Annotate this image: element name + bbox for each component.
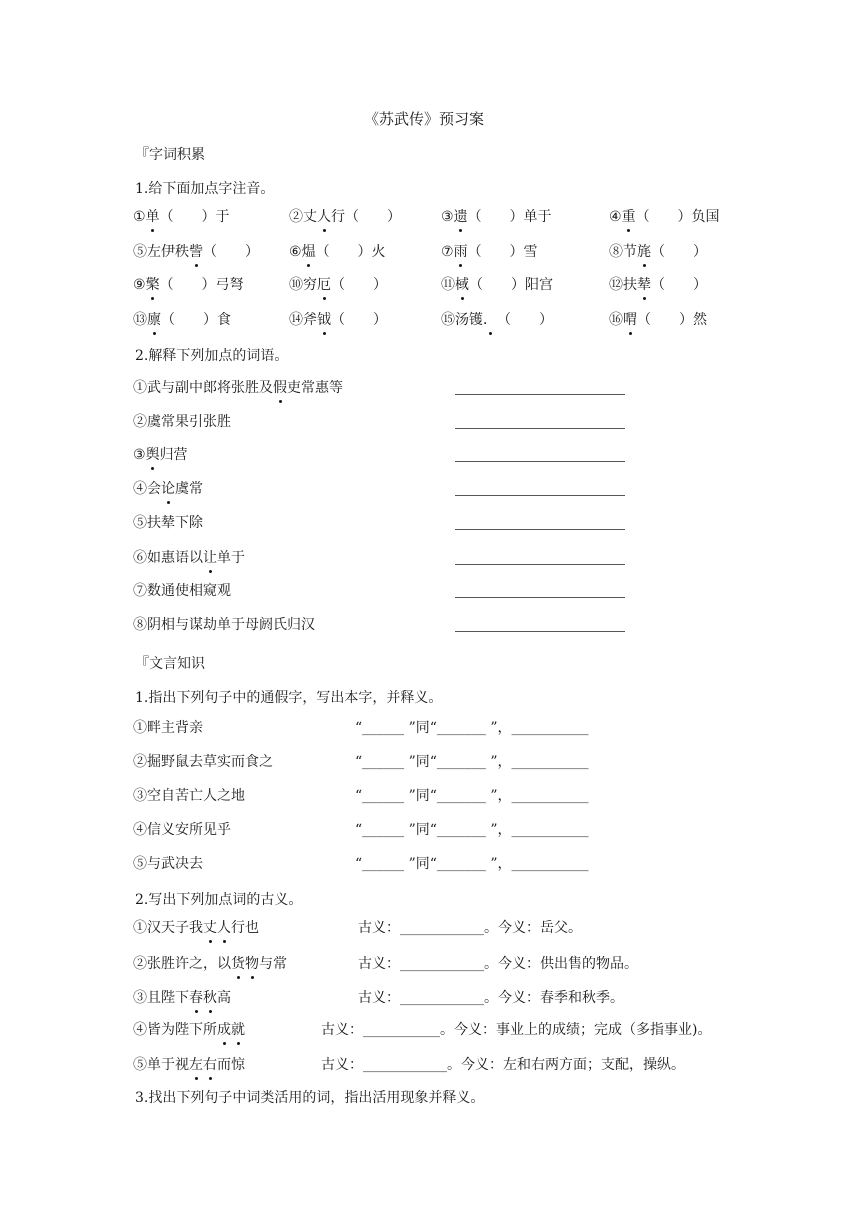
answer-line — [455, 564, 625, 565]
gujin-keyword — [189, 990, 217, 1006]
section-heading-vocab: 『字词积累 — [135, 147, 205, 163]
dotted-char: 单 — [145, 209, 160, 225]
pinyin-blank: （ ） — [497, 312, 553, 328]
dotted-char: 秋 — [203, 990, 217, 1006]
pinyin-prefix: ⑪ — [441, 277, 455, 293]
pinyin-blank: （ ） — [331, 312, 387, 328]
pinyin-prefix: ③ — [441, 209, 454, 225]
gujin-new: 今义：事业上的成绩；完成（多指事业)。 — [454, 1022, 712, 1038]
answer-line — [455, 631, 625, 632]
answer-line — [455, 428, 625, 429]
pinyin-item — [441, 276, 553, 294]
pinyin-blank: （ ）火 — [315, 244, 386, 260]
explain-text: ②虞常果引张胜 — [133, 414, 231, 430]
explain-text: 吏常惠等 — [287, 380, 343, 396]
question-tongjia: 1.指出下列句子中的通假字，写出本字，并释义。 — [135, 690, 443, 706]
pinyin-blank: （ ）单于 — [467, 209, 552, 225]
gujin-text: ③且陛下 — [133, 990, 189, 1006]
dotted-char: 钺 — [317, 312, 331, 328]
gujin-old: 古义：____________。 — [358, 990, 498, 1006]
dotted-char: 就 — [231, 1022, 245, 1038]
section-heading-classical: 『文言知识 — [135, 656, 205, 672]
gujin-keyword — [231, 956, 259, 972]
pinyin-prefix: ⑬ — [133, 312, 147, 328]
pinyin-item — [289, 276, 387, 294]
pinyin-prefix: ① — [133, 209, 146, 225]
explain-text: 单于 — [217, 550, 245, 566]
answer-line — [455, 495, 625, 496]
pinyin-item — [441, 243, 538, 261]
gujin-answer — [321, 1021, 711, 1039]
gujin-text: 高 — [217, 990, 231, 1006]
dotted-char: 重 — [621, 209, 636, 225]
explain-item — [133, 616, 315, 634]
tongjia-sentence: ②掘野鼠去草实而食之 — [133, 754, 273, 770]
dotted-char: 棫 — [455, 277, 469, 293]
gujin-new: 今义：左和右两方面；支配，操纵。 — [461, 1057, 685, 1073]
gujin-keyword — [203, 920, 231, 936]
tongjia-sentence: ⑤与武决去 — [133, 856, 203, 872]
dotted-char: 货 — [231, 956, 245, 972]
pinyin-item — [609, 276, 707, 294]
pinyin-item — [289, 243, 386, 261]
gujin-sentence — [133, 1021, 245, 1039]
explain-text: ④会 — [133, 481, 161, 497]
question-gujin: 2.写出下列加点词的古义。 — [135, 892, 303, 908]
gujin-old: 古义：____________。 — [358, 920, 498, 936]
dotted-char: 成 — [217, 1022, 231, 1038]
question-pinyin: 1.给下面加点字注音。 — [135, 181, 275, 197]
gujin-old: 古义：____________。 — [358, 956, 498, 972]
answer-line — [455, 461, 625, 462]
explain-item — [133, 413, 231, 431]
explain-text: ⑦数通使相窥观 — [133, 583, 231, 599]
explain-text: ⑥如惠语以 — [133, 550, 203, 566]
explain-item — [133, 446, 188, 464]
tongjia-blanks: “______ ”同“_______ ”，___________ — [355, 788, 589, 804]
explain-text: 归营 — [159, 447, 188, 463]
pinyin-item — [133, 208, 230, 226]
pinyin-item — [609, 208, 720, 226]
pinyin-blank: （ ） — [651, 277, 707, 293]
gujin-text: ④皆为陛下所 — [133, 1022, 217, 1038]
dotted-char: 廪 — [147, 312, 161, 328]
gujin-text: ①汉天子我 — [133, 920, 203, 936]
dotted-char: 煴 — [301, 244, 316, 260]
gujin-keyword — [217, 1022, 245, 1038]
pinyin-item — [441, 208, 552, 226]
answer-line — [455, 529, 625, 530]
tongjia-sentence: ③空自苦亡人之地 — [133, 788, 245, 804]
explain-item — [133, 480, 203, 498]
pinyin-prefix: ⑦ — [441, 244, 454, 260]
dotted-char: 舆 — [145, 447, 160, 463]
tongjia-blanks: “______ ”同“_______ ”，___________ — [355, 754, 589, 770]
gujin-old: 古义：____________。 — [321, 1057, 461, 1073]
gujin-new: 今义：供出售的物品。 — [498, 956, 638, 972]
tongjia-blanks: “______ ”同“_______ ”，___________ — [355, 720, 589, 736]
answer-line — [455, 597, 625, 598]
explain-text: ⑤扶辇下除 — [133, 515, 203, 531]
dotted-char: 论 — [161, 481, 175, 497]
pinyin-prefix: ⑧节 — [609, 244, 637, 260]
pinyin-item — [289, 208, 401, 226]
pinyin-blank: （ ）食 — [161, 312, 231, 328]
pinyin-item — [133, 276, 244, 294]
pinyin-item — [441, 311, 553, 329]
pinyin-prefix: ⑨ — [133, 277, 146, 293]
gujin-text: 而惊 — [217, 1057, 245, 1073]
dotted-char: 物 — [245, 956, 259, 972]
gujin-text: 与常 — [259, 956, 287, 972]
gujin-sentence — [133, 919, 259, 937]
gujin-text: 行也 — [231, 920, 259, 936]
dotted-char: 左 — [189, 1057, 203, 1073]
pinyin-item — [609, 243, 707, 261]
pinyin-item — [133, 243, 259, 261]
gujin-keyword — [189, 1057, 217, 1073]
pinyin-blank: （ ） — [651, 244, 707, 260]
dotted-char: 訾 — [189, 244, 203, 260]
pinyin-prefix: ⑭斧 — [289, 312, 317, 328]
pinyin-prefix: ⑫扶 — [609, 277, 637, 293]
dotted-char: 雨 — [453, 244, 468, 260]
gujin-answer — [321, 1056, 685, 1074]
pinyin-blank: （ ）然 — [637, 312, 707, 328]
gujin-text: ⑤单于视 — [133, 1057, 189, 1073]
dotted-char: 喟 — [623, 312, 637, 328]
pinyin-blank: （ ） — [203, 244, 259, 260]
gujin-sentence — [133, 955, 287, 973]
explain-item — [133, 379, 343, 397]
pinyin-blank: （ ）负国 — [635, 209, 720, 225]
answer-line — [455, 394, 625, 395]
pinyin-blank: 行（ ） — [331, 209, 401, 225]
pinyin-blank: （ ）弓弩 — [159, 277, 244, 293]
dotted-char: 人 — [317, 209, 331, 225]
pinyin-blank: （ ） — [331, 277, 387, 293]
gujin-answer — [358, 989, 624, 1007]
dotted-char: 人 — [217, 920, 231, 936]
gujin-answer — [358, 955, 638, 973]
dotted-char: 右 — [203, 1057, 217, 1073]
question-explain: 2.解释下列加点的词语。 — [135, 348, 289, 364]
explain-item — [133, 514, 203, 532]
dotted-char: 遗 — [453, 209, 468, 225]
tongjia-sentence: ①畔主背亲 — [133, 720, 203, 736]
pinyin-blank: （ ）阳宫 — [469, 277, 553, 293]
gujin-answer — [358, 919, 582, 937]
tongjia-blanks: “______ ”同“_______ ”，___________ — [355, 822, 589, 838]
pinyin-prefix: ②丈 — [289, 209, 317, 225]
gujin-new: 今义：岳父。 — [498, 920, 582, 936]
pinyin-prefix: ⑮汤镬 — [441, 312, 483, 328]
explain-text: ⑧阴相与谋劫单于母阏氏归汉 — [133, 617, 315, 633]
gujin-sentence — [133, 989, 231, 1007]
gujin-new: 今义：春季和秋季。 — [498, 990, 624, 1006]
explain-item — [133, 582, 231, 600]
tongjia-blanks: “______ ”同“_______ ”，___________ — [355, 856, 589, 872]
explain-text: ③ — [133, 447, 146, 463]
gujin-text: ②张胜许之，以 — [133, 956, 231, 972]
dotted-char: 让 — [203, 550, 217, 566]
pinyin-prefix: ⑩穷 — [289, 277, 317, 293]
gujin-old: 古义：___________。 — [321, 1022, 454, 1038]
explain-text: ①武与副中郎将张胜及 — [133, 380, 273, 396]
pinyin-prefix: ⑯ — [609, 312, 623, 328]
pinyin-item — [133, 311, 231, 329]
pinyin-item — [289, 311, 387, 329]
pinyin-prefix: ④ — [609, 209, 622, 225]
pinyin-item — [609, 311, 707, 329]
page-title: 《苏武传》预习案 — [364, 110, 485, 128]
dotted-char: ． — [483, 312, 497, 328]
dotted-char: 丈 — [203, 920, 217, 936]
question-cilei: 3.找出下列句子中词类活用的词，指出活用现象并释义。 — [135, 1090, 485, 1106]
dotted-char: 厄 — [317, 277, 331, 293]
pinyin-blank: （ ）于 — [159, 209, 230, 225]
explain-text: 虞常 — [175, 481, 203, 497]
dotted-char: 檠 — [145, 277, 160, 293]
tongjia-sentence: ④信义安所见乎 — [133, 822, 231, 838]
dotted-char: 辇 — [637, 277, 651, 293]
dotted-char: 春 — [189, 990, 203, 1006]
gujin-sentence — [133, 1056, 245, 1074]
pinyin-prefix: ⑥ — [289, 244, 302, 260]
dotted-char: 假 — [273, 380, 287, 396]
dotted-char: 旄 — [637, 244, 651, 260]
explain-item — [133, 549, 245, 567]
pinyin-prefix: ⑤左伊秩 — [133, 244, 189, 260]
pinyin-blank: （ ）雪 — [467, 244, 538, 260]
